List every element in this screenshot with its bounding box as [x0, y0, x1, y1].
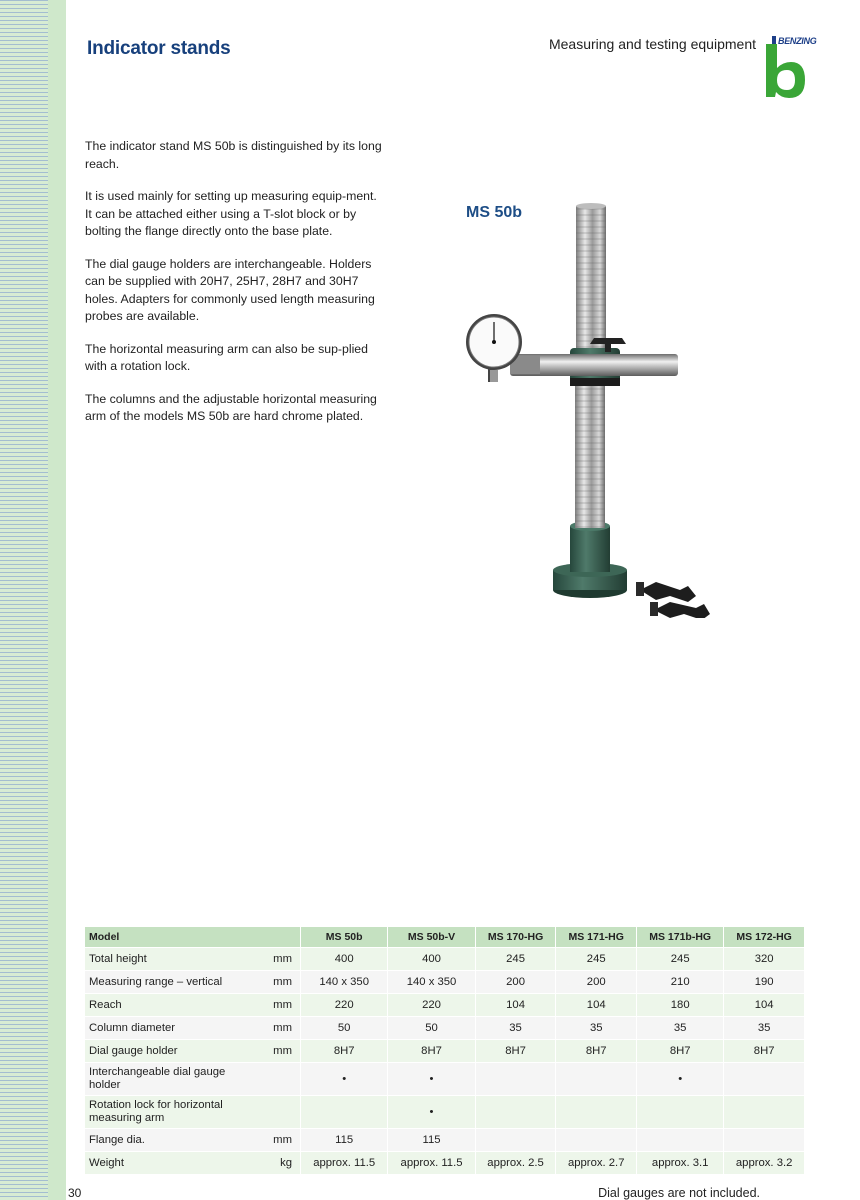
paragraph: The horizontal measuring arm can also be sup-plied with a rotation lock. — [85, 341, 368, 373]
cell: 245 — [475, 948, 556, 971]
left-decorative-stripe — [0, 0, 66, 1200]
table-header-model-name: MS 172-HG — [724, 927, 805, 948]
cell: approx. 2.5 — [475, 1152, 556, 1175]
cell: 35 — [475, 1017, 556, 1040]
row-label: Interchangeable dial gauge holder — [85, 1063, 240, 1096]
row-label: Measuring range – vertical — [85, 971, 240, 994]
feature-dot-cell — [724, 1096, 805, 1129]
section-title: Measuring and testing equipment — [548, 36, 756, 52]
row-label: Flange dia. — [85, 1129, 240, 1152]
cell: approx. 3.2 — [724, 1152, 805, 1175]
row-label: Weight — [85, 1152, 240, 1175]
cell: 200 — [556, 971, 637, 994]
cell: 245 — [637, 948, 724, 971]
cell: 8H7 — [724, 1040, 805, 1063]
feature-dot-cell: • — [301, 1063, 388, 1096]
row-unit: mm — [240, 994, 301, 1017]
table-header-model: Model — [85, 927, 240, 948]
cell: approx. 2.7 — [556, 1152, 637, 1175]
logo-wordmark: BENZING — [778, 36, 817, 46]
indicator-stand-image — [460, 198, 730, 618]
cell: 104 — [724, 994, 805, 1017]
row-unit: mm — [240, 971, 301, 994]
paragraph: The indicator stand MS 50b is distinguished by its long reach. — [85, 139, 382, 171]
row-unit: kg — [240, 1152, 301, 1175]
table-row — [85, 1040, 805, 1063]
cell: approx. 11.5 — [301, 1152, 388, 1175]
table-header-model-name: MS 171-HG — [556, 927, 637, 948]
cell: 180 — [637, 994, 724, 1017]
page-number: 30 — [68, 1186, 82, 1200]
cell: 200 — [475, 971, 556, 994]
cell: 140 x 350 — [301, 971, 388, 994]
table-row — [85, 1017, 805, 1040]
table-row — [85, 1152, 805, 1175]
cell: 8H7 — [301, 1040, 388, 1063]
row-unit: mm — [240, 948, 301, 971]
row-unit: mm — [240, 1040, 301, 1063]
row-label: Total height — [85, 948, 240, 971]
cell — [637, 1129, 724, 1152]
row-unit: mm — [240, 1129, 301, 1152]
description — [85, 138, 385, 441]
cell: 115 — [301, 1129, 388, 1152]
paragraph: It is used mainly for setting up measuring equip-ment. It can be attached either using a T-slot block or by bolting the flange directly onto the base plate. — [85, 189, 377, 238]
specifications-table — [85, 927, 805, 1175]
row-label: Rotation lock for horizontal measuring arm — [85, 1096, 240, 1129]
cell: 35 — [724, 1017, 805, 1040]
table-row — [85, 1129, 805, 1152]
cell: approx. 3.1 — [637, 1152, 724, 1175]
table-row — [85, 1096, 805, 1129]
cell: 400 — [301, 948, 388, 971]
table-row — [85, 948, 805, 971]
cell — [475, 1129, 556, 1152]
row-label: Reach — [85, 994, 240, 1017]
page-title: Indicator stands — [87, 38, 231, 59]
cell: 140 x 350 — [388, 971, 475, 994]
cell: 220 — [301, 994, 388, 1017]
cell: 50 — [388, 1017, 475, 1040]
feature-dot-cell — [724, 1063, 805, 1096]
table-header-unit — [240, 927, 301, 948]
feature-dot-cell — [301, 1096, 388, 1129]
paragraph: The dial gauge holders are interchangeable. Holders can be supplied with 20H7, 25H7, 28H7 and 30H7 holes. Adapters for commonly used length measuring probes are available. — [85, 256, 375, 323]
row-label: Column diameter — [85, 1017, 240, 1040]
benzing-logo — [757, 34, 817, 100]
cell: 50 — [301, 1017, 388, 1040]
feature-dot-cell: • — [388, 1096, 475, 1129]
cell: 8H7 — [388, 1040, 475, 1063]
feature-dot-cell — [556, 1063, 637, 1096]
table-row — [85, 994, 805, 1017]
cell: 115 — [388, 1129, 475, 1152]
table-row — [85, 1063, 805, 1096]
table-header-model-name: MS 170-HG — [475, 927, 556, 948]
feature-dot-cell — [475, 1096, 556, 1129]
cell: 8H7 — [475, 1040, 556, 1063]
cell — [556, 1129, 637, 1152]
footer-note: Dial gauges are not included. — [598, 1186, 760, 1200]
cell: 35 — [556, 1017, 637, 1040]
cell: approx. 11.5 — [388, 1152, 475, 1175]
cell — [724, 1129, 805, 1152]
feature-dot-cell — [637, 1096, 724, 1129]
row-unit — [240, 1063, 301, 1096]
feature-dot-cell: • — [388, 1063, 475, 1096]
product-label: MS 50b — [466, 204, 523, 221]
table-header-model-name: MS 50b — [301, 927, 388, 948]
cell: 320 — [724, 948, 805, 971]
cell: 190 — [724, 971, 805, 994]
row-label: Dial gauge holder — [85, 1040, 240, 1063]
table-row — [85, 971, 805, 994]
feature-dot-cell: • — [637, 1063, 724, 1096]
table-header-model-name: MS 171b-HG — [637, 927, 724, 948]
paragraph: The columns and the adjustable horizontal measuring arm of the models MS 50b are hard chrome plated. — [85, 391, 377, 423]
cell: 104 — [475, 994, 556, 1017]
cell: 8H7 — [556, 1040, 637, 1063]
cell: 104 — [556, 994, 637, 1017]
row-unit: mm — [240, 1017, 301, 1040]
row-unit — [240, 1096, 301, 1129]
cell: 8H7 — [637, 1040, 724, 1063]
cell: 400 — [388, 948, 475, 971]
table-header-row — [85, 927, 805, 948]
cell: 245 — [556, 948, 637, 971]
table-header-model-name: MS 50b-V — [388, 927, 475, 948]
cell: 220 — [388, 994, 475, 1017]
cell: 210 — [637, 971, 724, 994]
feature-dot-cell — [556, 1096, 637, 1129]
cell: 35 — [637, 1017, 724, 1040]
feature-dot-cell — [475, 1063, 556, 1096]
